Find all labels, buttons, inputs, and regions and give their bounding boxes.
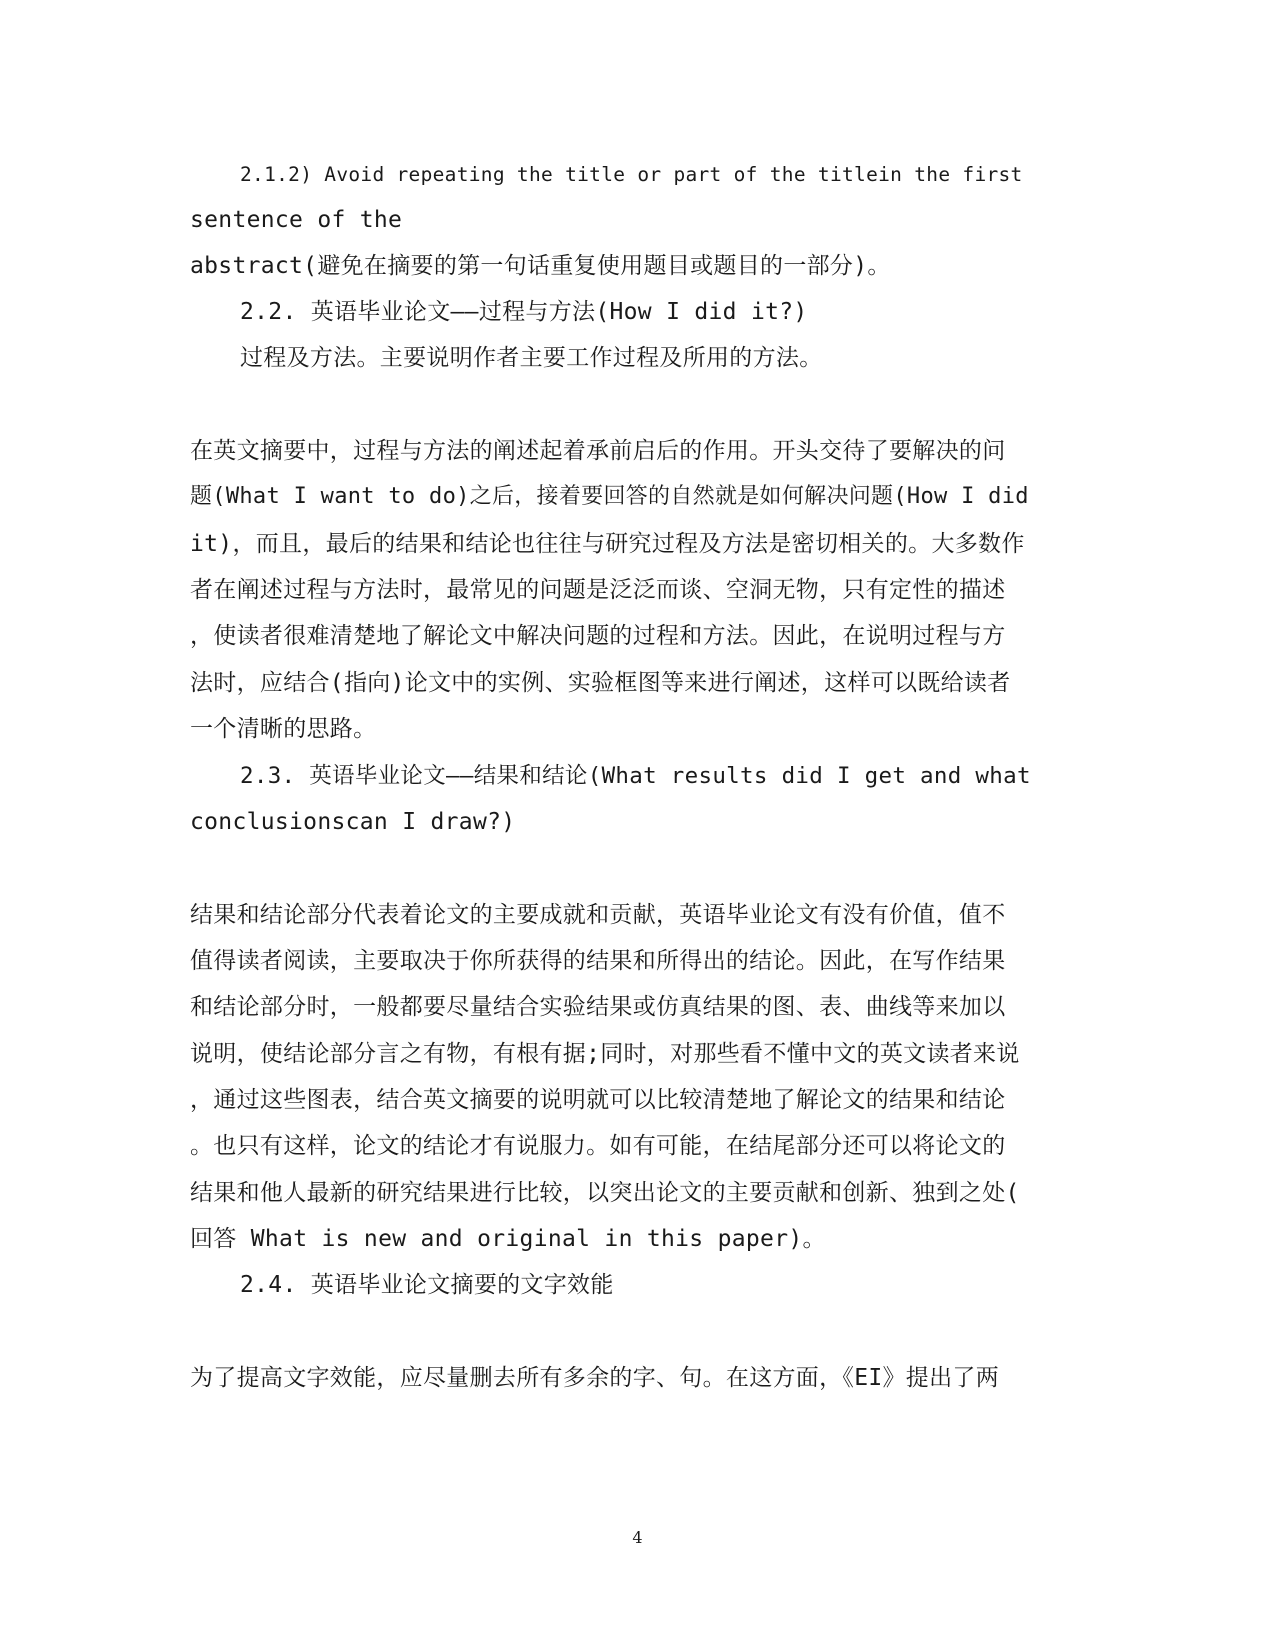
paragraph-line: 值得读者阅读，主要取决于你所获得的结果和所得出的结论。因此，在写作结果: [190, 948, 1006, 974]
paragraph-line: 一个清晰的思路。: [190, 716, 377, 742]
section-heading: 2.2. 英语毕业论文——过程与方法(How I did it?): [240, 299, 808, 325]
paragraph-line: 题(What I want to do)之后，接着要回答的自然就是如何解决问题(How I did: [190, 484, 1029, 509]
paragraph-line: 结果和结论部分代表着论文的主要成就和贡献，英语毕业论文有没有价值，值不: [190, 902, 1006, 928]
section-heading: 2.4. 英语毕业论文摘要的文字效能: [240, 1272, 614, 1298]
paragraph-line: ，通过这些图表，结合英文摘要的说明就可以比较清楚地了解论文的结果和结论: [190, 1087, 1006, 1113]
section-heading: 2.3. 英语毕业论文——结果和结论(What results did I get and what: [240, 763, 1031, 789]
paragraph-line: 为了提高文字效能，应尽量删去所有多余的字、句。在这方面，《EI》提出了两: [190, 1365, 999, 1391]
paragraph-line: 说明，使结论部分言之有物，有根有据;同时，对那些看不懂中文的英文读者来说: [190, 1041, 1020, 1067]
paragraph-line: 结果和他人最新的研究结果进行比较，以突出论文的主要贡献和创新、独到之处(: [190, 1180, 1020, 1206]
paragraph-line: 。也只有这样，论文的结论才有说服力。如有可能，在结尾部分还可以将论文的: [190, 1133, 1006, 1159]
paragraph-line: abstract(避免在摘要的第一句话重复使用题目或题目的一部分)。: [190, 253, 891, 279]
paragraph-line: ，使读者很难清楚地了解论文中解决问题的过程和方法。因此，在说明过程与方: [190, 623, 1006, 649]
paragraph-line: 在英文摘要中，过程与方法的阐述起着承前启后的作用。开头交待了要解决的问: [190, 438, 1006, 464]
paragraph-line: 回答 What is new and original in this paper)。: [190, 1226, 826, 1252]
paragraph-line: 2.1.2) Avoid repeating the title or part of the titlein the first: [240, 163, 1023, 186]
paragraph-line: 过程及方法。主要说明作者主要工作过程及所用的方法。: [240, 345, 823, 371]
paragraph-line: it)，而且，最后的结果和结论也往往与研究过程及方法是密切相关的。大多数作: [190, 531, 1025, 557]
paragraph-line: conclusionscan I draw?): [190, 809, 516, 835]
paragraph-line: 和结论部分时，一般都要尽量结合实验结果或仿真结果的图、表、曲线等来加以: [190, 994, 1006, 1020]
paragraph-line: 法时，应结合(指向)论文中的实例、实验框图等来进行阐述，这样可以既给读者: [190, 670, 1011, 696]
paragraph-line: sentence of the: [190, 207, 403, 233]
page-number: 4: [632, 1528, 643, 1547]
paragraph-line: 者在阐述过程与方法时，最常见的问题是泛泛而谈、空洞无物，只有定性的描述: [190, 577, 1006, 603]
